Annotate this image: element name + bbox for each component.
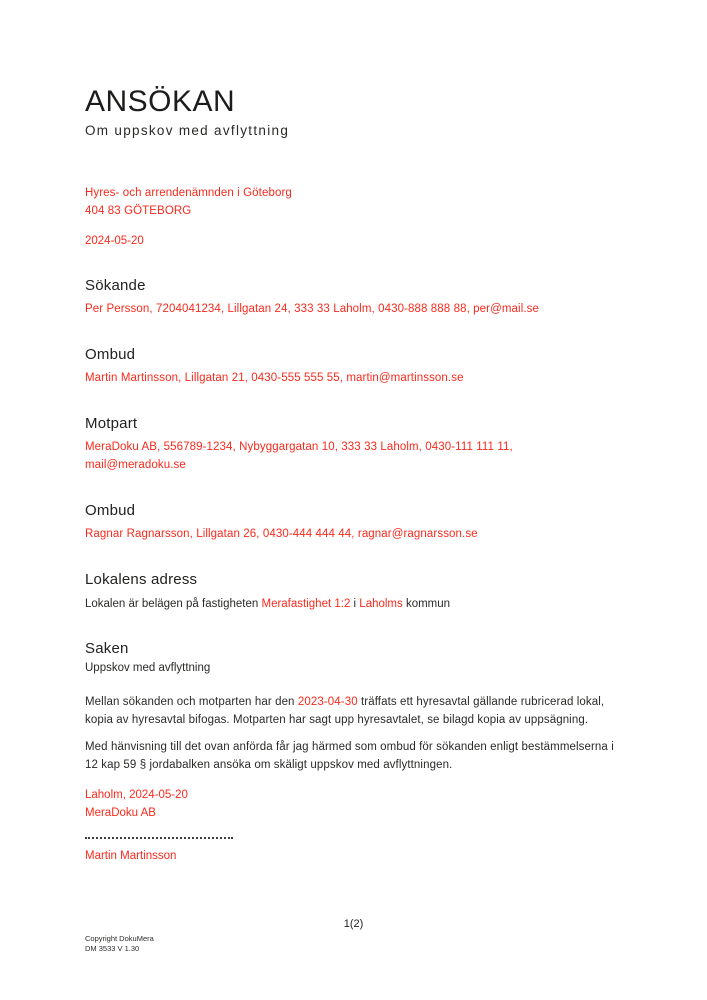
ombud-2-details: Ragnar Ragnarsson, Lillgatan 26, 0430-444 444 44, ragnar@ragnarsson.se <box>85 528 478 540</box>
lokalens-adress-text-before: Lokalen är belägen på fastigheten <box>85 598 262 610</box>
motpart-details <box>85 438 622 474</box>
section-heading-lokalens-adress: Lokalens adress <box>85 571 198 588</box>
lokalens-adress-text-after: kommun <box>402 598 451 610</box>
recipient-block <box>85 184 622 220</box>
motpart-details-line-2: mail@meradoku.se <box>85 459 186 471</box>
copyright-text: Copyright DokuMera <box>85 934 154 943</box>
document-content <box>85 85 622 865</box>
saken-text: Uppskov med avflyttning <box>85 662 211 674</box>
section-heading-ombud-1: Ombud <box>85 346 136 363</box>
signature-name: Martin Martinsson <box>85 850 177 862</box>
lokalens-adress-text-middle: i <box>350 598 360 610</box>
motpart-details-line-1: MeraDoku AB, 556789-1234, Nybyggargatan 10, 333 33 Laholm, 0430-111 111 11, <box>85 441 513 453</box>
document-title: ANSÖKAN <box>85 85 236 118</box>
sokande-details: Per Persson, 7204041234, Lillgatan 24, 333 33 Laholm, 0430-888 888 88, per@mail.se <box>85 303 539 315</box>
signature-block <box>85 786 622 822</box>
section-heading-saken: Saken <box>85 640 129 657</box>
paragraph-request: Med hänvisning till det ovan anförda får jag härmed som ombud för sökanden enligt bestämmelserna i 12 kap 59 § jordabalken ansöka om skäligt uppskov med avflyttningen. <box>85 741 614 771</box>
lokalens-adress-text <box>85 595 622 613</box>
signature-place-date: Laholm, 2024-05-20 <box>85 789 188 801</box>
paragraph-agreement-after: träffats ett hyresavtal gällande rubricerad lokal, kopia av hyresavtal bifogas. Motparten har sagt upp hyresavtalet, se bilagd kopia av uppsägning. <box>85 696 605 726</box>
document-subtitle: Om uppskov med avflyttning <box>85 123 290 138</box>
signature-company: MeraDoku AB <box>85 807 156 819</box>
copyright-block <box>85 934 154 953</box>
document-id: DM 3533 V 1.30 <box>85 943 140 953</box>
agreement-date-value: 2023-04-30 <box>297 696 358 708</box>
municipality-value: Laholms <box>359 598 403 610</box>
section-heading-ombud-2: Ombud <box>85 502 136 519</box>
page-number: 1(2) <box>343 918 364 930</box>
recipient-postal-address: 404 83 GÖTEBORG <box>85 205 192 217</box>
ombud-1-details: Martin Martinsson, Lillgatan 21, 0430-555 555 55, martin@martinsson.se <box>85 372 464 384</box>
signature-line <box>85 835 233 839</box>
letter-date: 2024-05-20 <box>85 235 144 247</box>
property-designation-value: Merafastighet 1:2 <box>261 598 351 610</box>
paragraph-agreement <box>85 693 622 729</box>
paragraph-agreement-before: Mellan sökanden och motparten har den <box>85 696 298 708</box>
section-heading-motpart: Motpart <box>85 415 138 432</box>
section-heading-sokande: Sökande <box>85 277 146 294</box>
recipient-name: Hyres- och arrendenämnden i Göteborg <box>85 187 292 199</box>
